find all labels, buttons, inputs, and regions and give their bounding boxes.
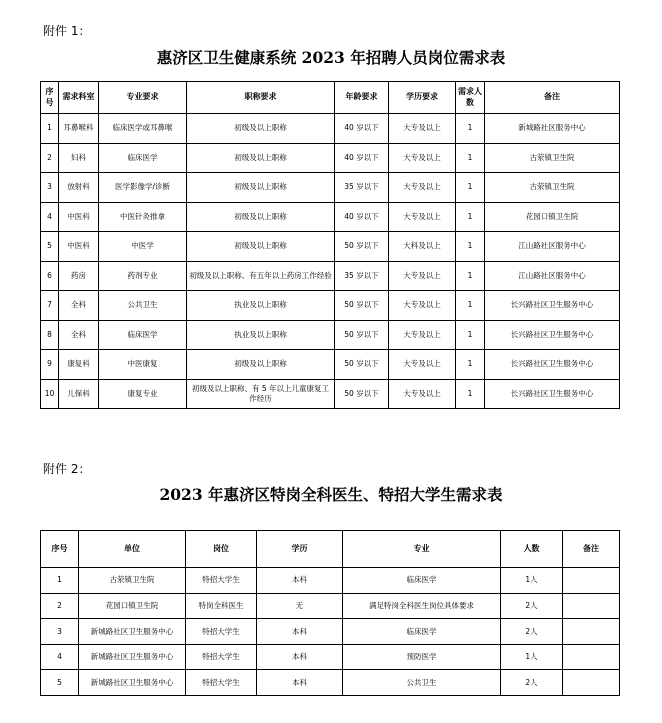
table-cell: 中医科 [59,202,99,232]
table-cell [563,644,620,670]
table-cell: 儿保科 [59,379,99,409]
table-cell: 2 [41,593,79,619]
column-header: 序号 [41,82,59,114]
column-header: 专业 [343,531,501,568]
table-cell: 40 岁以下 [335,114,389,144]
table-1-title: 惠济区卫生健康系统 2023 年招聘人员岗位需求表 [156,48,506,67]
column-header: 学历要求 [389,82,456,114]
table-cell: 长兴路社区卫生服务中心 [485,320,620,350]
table-cell: 长兴路社区卫生服务中心 [485,379,620,409]
table-row [41,232,620,262]
table-cell: 1 [456,143,485,173]
table-cell: 5 [41,232,59,262]
column-header: 序号 [41,531,79,568]
table-cell: 1 [41,568,79,594]
attachment-1-label: 附件 1： [43,24,91,38]
attachment-2-label: 附件 2： [43,462,91,476]
table-cell: 50 岁以下 [335,320,389,350]
table-row [41,644,620,670]
table-cell: 1 [41,114,59,144]
table-row [41,261,620,291]
column-header: 人数 [501,531,563,568]
table-cell: 花园口镇卫生院 [79,593,186,619]
table-cell: 1 [456,232,485,262]
table-cell: 初级及以上职称、有五年以上药房工作经验 [187,261,335,291]
table-cell: 花园口镇卫生院 [485,202,620,232]
table-cell: 中医学 [99,232,187,262]
table-cell: 3 [41,619,79,645]
column-header: 年龄要求 [335,82,389,114]
table-cell: 长兴路社区卫生服务中心 [485,291,620,321]
table-cell: 初级及以上职称 [187,202,335,232]
general-practitioner-table [40,530,620,696]
table-cell: 1人 [501,568,563,594]
table-cell: 1 [456,320,485,350]
table-cell: 50 岁以下 [335,350,389,380]
table-cell: 特招大学生 [186,644,257,670]
column-header: 专业要求 [99,82,187,114]
column-header: 备注 [563,531,620,568]
table-cell: 执业及以上职称 [187,291,335,321]
table-row [41,670,620,696]
table-cell: 古荥镇卫生院 [485,173,620,203]
table-cell: 大科及以上 [389,232,456,262]
column-header: 需求人数 [456,82,485,114]
column-header: 学历 [257,531,343,568]
table-cell: 初级及以上职称 [187,232,335,262]
table-cell: 4 [41,202,59,232]
table-row [41,350,620,380]
table-cell: 2人 [501,670,563,696]
table-body [41,114,620,409]
table-cell: 古荥镇卫生院 [485,143,620,173]
table-cell: 初级及以上职称 [187,114,335,144]
table-cell: 6 [41,261,59,291]
table-cell: 40 岁以下 [335,202,389,232]
table-cell: 康复科 [59,350,99,380]
table-cell: 大专及以上 [389,143,456,173]
table-cell: 本科 [257,568,343,594]
table-header-row [41,531,620,568]
table-cell: 2人 [501,619,563,645]
table-cell: 大专及以上 [389,291,456,321]
table-cell: 医学影像学/诊断 [99,173,187,203]
table-cell: 初级及以上职称 [187,350,335,380]
table-cell: 全科 [59,291,99,321]
table-cell: 放射科 [59,173,99,203]
table-cell: 执业及以上职称 [187,320,335,350]
table-row [41,173,620,203]
table-cell: 临床医学或耳鼻喉 [99,114,187,144]
table-row [41,320,620,350]
table-cell: 中医科 [59,232,99,262]
table-row [41,619,620,645]
table-cell: 公共卫生 [343,670,501,696]
recruitment-table [40,81,620,409]
table-cell: 初级及以上职称 [187,173,335,203]
table-cell: 本科 [257,644,343,670]
table-cell [563,593,620,619]
table-cell: 8 [41,320,59,350]
table-cell: 大专及以上 [389,379,456,409]
table-cell: 35 岁以下 [335,173,389,203]
table-2-title: 2023 年惠济区特岗全科医生、特招大学生需求表 [159,485,503,504]
table-cell: 大专及以上 [389,320,456,350]
column-header: 需求科室 [59,82,99,114]
table-cell: 临床医学 [343,619,501,645]
table-row [41,593,620,619]
table-cell: 本科 [257,670,343,696]
table-cell: 1 [456,114,485,144]
table-cell: 妇科 [59,143,99,173]
table-cell: 1 [456,173,485,203]
table-row [41,143,620,173]
table-cell [563,568,620,594]
table-row [41,202,620,232]
table-cell: 2 [41,143,59,173]
table-cell: 药剂专业 [99,261,187,291]
table-body [41,568,620,696]
table-cell: 1 [456,291,485,321]
table-cell: 新城路社区卫生服务中心 [79,644,186,670]
table-cell: 35 岁以下 [335,261,389,291]
table-cell: 1 [456,379,485,409]
table-cell: 1人 [501,644,563,670]
table-cell: 3 [41,173,59,203]
table-cell: 大专及以上 [389,350,456,380]
table-cell: 特岗全科医生 [186,593,257,619]
table-row [41,291,620,321]
table-cell: 10 [41,379,59,409]
table-cell: 中医针灸推拿 [99,202,187,232]
table-row [41,379,620,409]
table-cell: 江山路社区服务中心 [485,232,620,262]
table-cell: 耳鼻喉科 [59,114,99,144]
table-cell: 4 [41,644,79,670]
table-cell: 1 [456,202,485,232]
table-cell: 特招大学生 [186,670,257,696]
table-cell: 中医康复 [99,350,187,380]
table-header-row [41,82,620,114]
table-cell: 大专及以上 [389,114,456,144]
table-cell: 新城路社区卫生服务中心 [79,619,186,645]
table-cell: 公共卫生 [99,291,187,321]
column-header: 职称要求 [187,82,335,114]
table-cell: 新城路社区卫生服务中心 [79,670,186,696]
table-cell: 长兴路社区卫生服务中心 [485,350,620,380]
table-cell: 无 [257,593,343,619]
table-cell: 临床医学 [343,568,501,594]
column-header: 备注 [485,82,620,114]
table-cell: 特招大学生 [186,568,257,594]
table-cell: 药房 [59,261,99,291]
table-row [41,114,620,144]
table-cell: 预防医学 [343,644,501,670]
table-cell: 50 岁以下 [335,291,389,321]
table-cell: 初级及以上职称、有 5 年以上儿童康复工作经历 [187,379,335,409]
table-cell: 本科 [257,619,343,645]
table-cell: 2人 [501,593,563,619]
table-cell: 9 [41,350,59,380]
table-cell: 7 [41,291,59,321]
table-cell: 50 岁以下 [335,379,389,409]
table-cell: 大专及以上 [389,173,456,203]
table-cell: 40 岁以下 [335,143,389,173]
table-cell: 满足特岗全科医生岗位具体要求 [343,593,501,619]
table-cell: 5 [41,670,79,696]
table-cell: 康复专业 [99,379,187,409]
table-cell: 特招大学生 [186,619,257,645]
column-header: 单位 [79,531,186,568]
table-row [41,568,620,594]
table-cell: 大专及以上 [389,261,456,291]
table-cell: 新城路社区服务中心 [485,114,620,144]
table-cell: 初级及以上职称 [187,143,335,173]
table-cell: 1 [456,350,485,380]
table-cell: 50 岁以下 [335,232,389,262]
table-cell: 江山路社区服务中心 [485,261,620,291]
table-cell: 全科 [59,320,99,350]
table-cell: 大专及以上 [389,202,456,232]
table-cell [563,619,620,645]
table-cell: 古荥镇卫生院 [79,568,186,594]
table-cell: 临床医学 [99,143,187,173]
table-cell: 1 [456,261,485,291]
column-header: 岗位 [186,531,257,568]
table-cell: 临床医学 [99,320,187,350]
table-cell [563,670,620,696]
